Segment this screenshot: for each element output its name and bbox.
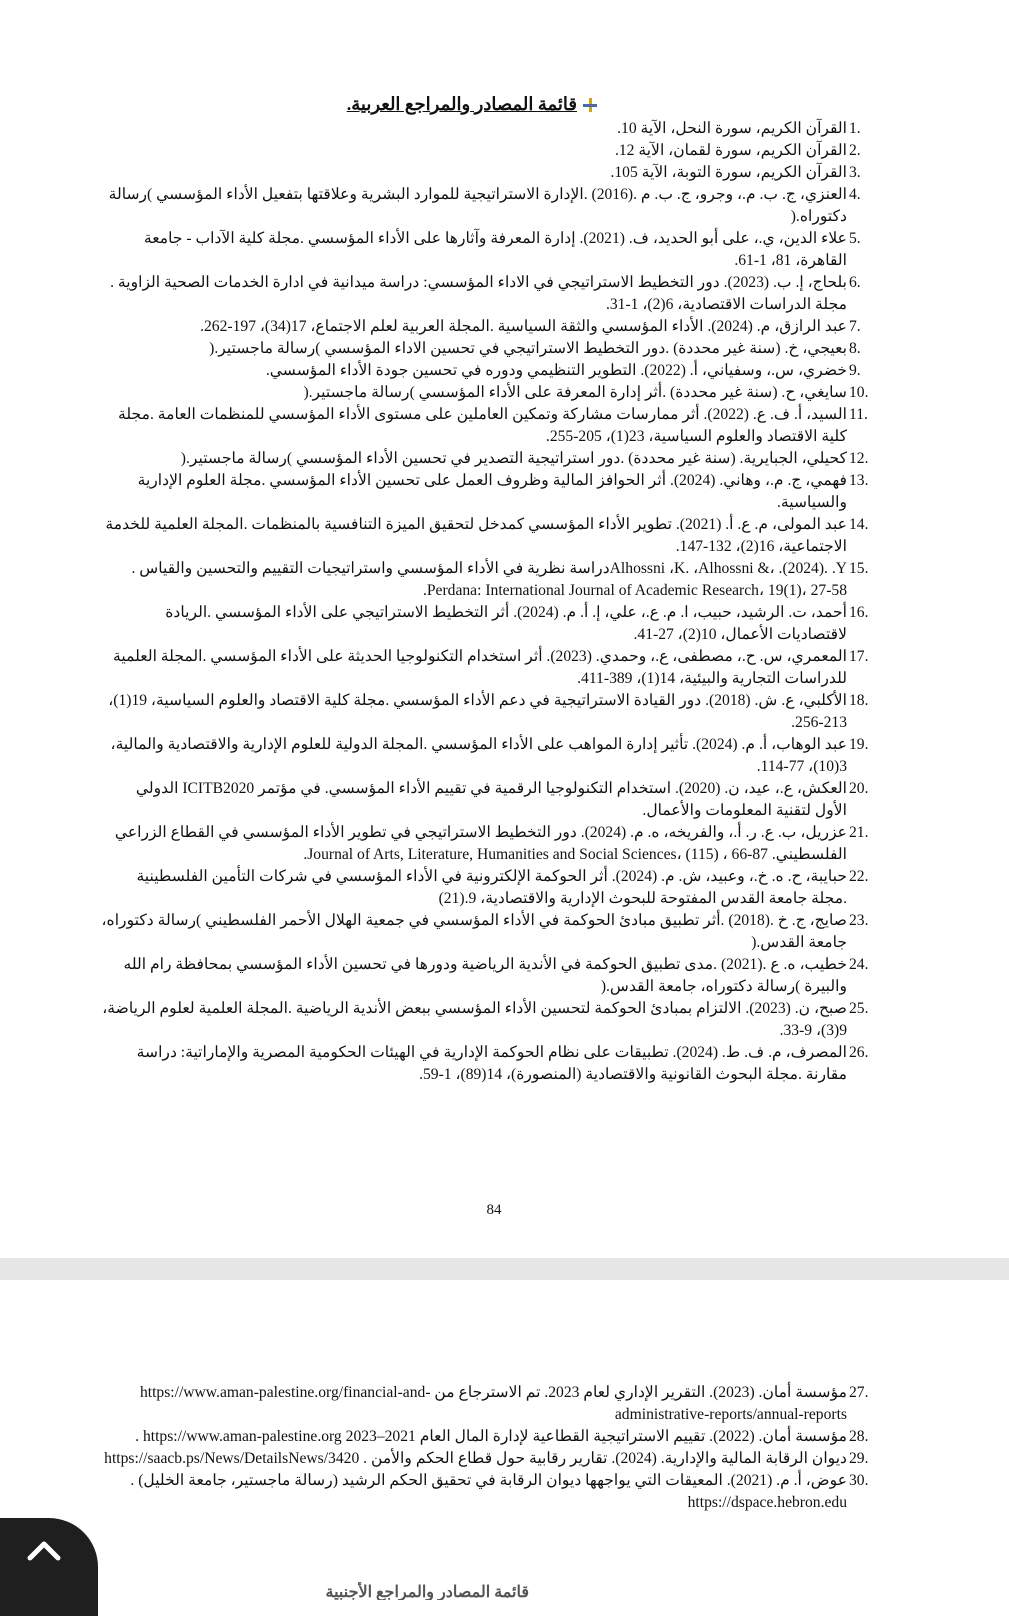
reference-item	[101, 558, 881, 602]
reference-text: القرآن الكريم، سورة النحل، الآية 10.	[617, 120, 847, 137]
next-section-heading-partial: قائمة المصادر والمراجع الأجنبية	[325, 1584, 529, 1600]
reference-text: حبايبة، ح. ه. خ.، وعبيد، ش. م. (2024). أثر الحوكمة الإلكترونية في الأداء المؤسسي في شركات التأمين الفلسطينية .مجلة جامعة القدس المفتوحة للبحوث الإدارية والاقتصادية، 9.(21)	[136, 868, 847, 907]
references-heading	[347, 94, 597, 115]
reference-number: 9.	[849, 362, 861, 379]
reference-text: صايج، ج. خ .(2018) .أثر تطبيق مبادئ الحوكمة في الأداء المؤسسي في جمعية الهلال الأحمر الفلسطيني )رسالة دكتوراه، جامعة القدس.(	[101, 912, 847, 951]
reference-number: 4.	[849, 186, 861, 203]
reference-item	[101, 1382, 881, 1426]
reference-item	[101, 602, 881, 646]
reference-text: العنزي، ج. ب. م.، وجرو، ج. ب. م .(2016) .الإدارة الاستراتيجية للموارد البشرية وعلاقتها بتفعيل الأداء المؤسسي )رسالة دكتوراه.(	[108, 186, 847, 225]
reference-item	[101, 690, 881, 734]
reference-text: عوض، أ. م. (2021). المعيقات التي يواجهها ديوان الرقابة في تحقيق الحكم الرشيد (رسالة ماجستير، جامعة الخليل) . https://dspace.hebron.edu	[130, 1472, 847, 1511]
reference-number: 30.	[849, 1472, 869, 1489]
reference-item	[101, 316, 881, 338]
reference-item	[101, 646, 881, 690]
reference-item	[101, 228, 881, 272]
reference-text: بعيجي، خ. (سنة غير محددة) .دور التخطيط الاستراتيجي في تحسين الاداء المؤسسي )رسالة ماجستير.(	[209, 340, 847, 357]
reference-item	[101, 866, 881, 910]
reference-number: 24.	[849, 956, 869, 973]
bullet-star-icon	[583, 98, 597, 112]
reference-text: عبد المولى، م. ع. أ. (2021). تطوير الأداء المؤسسي كمدخل لتحقيق الميزة التنافسية بالمنظمات .المجلة العلمية للخدمة الاجتماعية، 16(2)، 132-147.	[105, 516, 847, 555]
reference-item	[101, 910, 881, 954]
reference-item	[101, 382, 881, 404]
reference-text: الأكلبي، ع. ش. (2018). دور القيادة الاستراتيجية في دعم الأداء المؤسسي .مجلة كلية الاقتصاد والعلوم السياسية، 19(1)، 213-256.	[108, 692, 847, 731]
reference-number: 25.	[849, 1000, 869, 1017]
reference-text: ديوان الرقابة المالية والإدارية. (2024). تقارير رقابية حول قطاع الحكم والأمن . https://saacb.ps/News/DetailsNews/3420	[104, 1450, 847, 1467]
reference-number: 20.	[849, 780, 869, 797]
reference-number: 27.	[849, 1384, 869, 1401]
reference-number: 26.	[849, 1044, 869, 1061]
reference-item	[101, 184, 881, 228]
reference-text: Alhossni ،K. ،Alhossni &، .(2024). .Yدراسة نظرية في الأداء المؤسسي واستراتيجيات التقييم والتحسين والقياس . Perdana: International Journal of Academic Research، 19(1)، 27-58.	[131, 560, 847, 599]
reference-text: السيد، أ. ف. ع. (2022). أثر ممارسات مشاركة وتمكين العاملين على مستوى الأداء المؤسسي للمنظمات العامة .مجلة كلية الاقتصاد والعلوم السياسية، 23(1)، 205-255.	[118, 406, 847, 445]
reference-item	[101, 954, 881, 998]
reference-number: 18.	[849, 692, 869, 709]
page-number: 84	[486, 1202, 502, 1218]
reference-number: 3.	[849, 164, 861, 181]
reference-item	[101, 338, 881, 360]
reference-item	[101, 162, 881, 184]
reference-item	[101, 1042, 881, 1086]
reference-text: خطيب، ه. ع .(2021) .مدى تطبيق الحوكمة في الأندية الرياضية ودورها في تحسين الأداء المؤسسي بمحافظة رام الله والبيرة )رسالة دكتوراه، جامعة القدس.(	[123, 956, 847, 995]
reference-text: علاء الدين، ي.، على أبو الحديد، ف. (2021). إدارة المعرفة وآثارها على الأداء المؤسسي .مجلة كلية الآداب - جامعة القاهرة، 81، 1-61.	[143, 230, 847, 269]
reference-text: مؤسسة أمان. (2023). التقرير الإداري لعام 2023. تم الاسترجاع من https://www.aman-palestine.org/financial-and-administrative-reports/annual-reports	[139, 1384, 847, 1423]
reference-number: 5.	[849, 230, 861, 247]
reference-text: عزريل، ب. ع. ر. أ.، والفريخه، ه. م. (2024). دور التخطيط الاستراتيجي في تطوير الأداء المؤسسي في القطاع الزراعي الفلسطيني. Journal of Arts, Literature, Humanities and Social Sciences، (115) ، 66-87.	[114, 824, 847, 863]
chevron-up-icon	[24, 1536, 64, 1564]
reference-text: مؤسسة أمان. (2022). تقييم الاستراتيجية القطاعية لإدارة المال العام 2021–2023 https://www.aman-palestine.org .	[135, 1428, 847, 1445]
reference-text: خضري، س.، وسفياني، أ. (2022). التطوير التنظيمي ودوره في تحسين جودة الأداء المؤسسي.	[265, 362, 847, 379]
reference-item	[101, 1448, 881, 1470]
reference-number: 28.	[849, 1428, 869, 1445]
reference-item	[101, 360, 881, 382]
references-heading-text: قائمة المصادر والمراجع العربية.	[346, 94, 577, 114]
reference-number: 1.	[849, 120, 861, 137]
reference-text: المعمري، س. ح.، مصطفى، ع.، وحمدي. (2023). أثر استخدام التكنولوجيا الحديثة على الأداء المؤسسي .المجلة العلمية للدراسات التجارية والبيئية، 14(1)، 389-411.	[113, 648, 847, 687]
reference-item	[101, 998, 881, 1042]
reference-text: أحمد، ت. الرشيد، حبيب، ا. م. ع.، علي، إ. أ. م. (2024). أثر التخطيط الاستراتيجي على الأداء المؤسسي .الريادة لاقتصاديات الأعمال، 10(2)، 27-41.	[165, 604, 847, 643]
reference-item	[101, 404, 881, 448]
reference-item	[101, 1470, 881, 1514]
reference-number: 13.	[849, 472, 869, 489]
reference-number: 19.	[849, 736, 869, 753]
reference-text: القرآن الكريم، سورة التوبة، الآية 105.	[610, 164, 847, 181]
reference-text: عبد الوهاب، أ. م. (2024). تأثير إدارة المواهب على الأداء المؤسسي .المجلة الدولية للعلوم الإدارية والاقتصادية والمالية، 3(10)، 77-114.	[110, 736, 847, 775]
reference-list-page1	[101, 118, 881, 1086]
reference-item	[101, 1426, 881, 1448]
reference-number: 8.	[849, 340, 861, 357]
reference-number: 14.	[849, 516, 869, 533]
reference-list-page2	[101, 1382, 881, 1514]
reference-number: 29.	[849, 1450, 869, 1467]
reference-text: كحيلي، الجبايرية. (سنة غير محددة) .دور استراتيجية التصدير في تحسين الأداء المؤسسي )رسالة ماجستير.(	[180, 450, 847, 467]
scroll-to-top-button[interactable]	[0, 1518, 98, 1616]
page-separator	[0, 1258, 1009, 1280]
reference-number: 6.	[849, 274, 861, 291]
reference-item	[101, 778, 881, 822]
reference-number: 12.	[849, 450, 869, 467]
reference-text: العكش، ع.، عيد، ن. (2020). استخدام التكنولوجيا الرقمية في تقييم الأداء المؤسسي. في مؤتمر ICITB2020 الدولي الأول لتقنية المعلومات والأعمال.	[135, 780, 847, 819]
reference-number: 22.	[849, 868, 869, 885]
reference-item	[101, 470, 881, 514]
reference-item	[101, 118, 881, 140]
reference-item	[101, 272, 881, 316]
reference-text: القرآن الكريم، سورة لقمان، الآية 12.	[614, 142, 847, 159]
reference-text: المصرف، م. ف. ط. (2024). تطبيقات على نظام الحوكمة الإدارية في الهيئات الحكومية المصرية والإماراتية: دراسة مقارنة .مجلة البحوث القانونية والاقتصادية (المنصورة)، 14(89)، 1-59.	[136, 1044, 847, 1083]
reference-number: 7.	[849, 318, 861, 335]
reference-number: 21.	[849, 824, 869, 841]
reference-item	[101, 734, 881, 778]
reference-text: صبح، ن. (2023). الالتزام بمبادئ الحوكمة لتحسين الأداء المؤسسي ببعض الأندية الرياضية .المجلة العلمية لعلوم الرياضة، 9(3)، 9-33.	[102, 1000, 847, 1039]
reference-number: 10.	[849, 384, 869, 401]
reference-text: سايغي، ح. (سنة غير محددة) .أثر إدارة المعرفة على الأداء المؤسسي )رسالة ماجستير.(	[303, 384, 847, 401]
reference-text: فهمي، ج. م.، وهاني. (2024). أثر الحوافز المالية وظروف العمل على تحسين الأداء المؤسسي .مجلة العلوم الإدارية والسياسية.	[137, 472, 847, 511]
reference-number: 17.	[849, 648, 869, 665]
reference-item	[101, 514, 881, 558]
reference-number: 16.	[849, 604, 869, 621]
reference-number: 11.	[849, 406, 868, 423]
reference-item	[101, 822, 881, 866]
reference-text: بلحاج، إ. ب. (2023). دور التخطيط الاستراتيجي في الاداء المؤسسي: دراسة ميدانية في ادارة الخدمات الصحية الزاوية . مجلة الدراسات الاقتصادية، 6(2)، 1-31.	[110, 274, 847, 313]
reference-number: 15.	[849, 560, 869, 577]
reference-item	[101, 140, 881, 162]
reference-text: عبد الرازق، م. (2024). الأداء المؤسسي والثقة السياسية .المجلة العربية لعلم الاجتماع، 17(34)، 197-262.	[200, 318, 847, 335]
reference-number: 2.	[849, 142, 861, 159]
reference-item	[101, 448, 881, 470]
reference-number: 23.	[849, 912, 869, 929]
